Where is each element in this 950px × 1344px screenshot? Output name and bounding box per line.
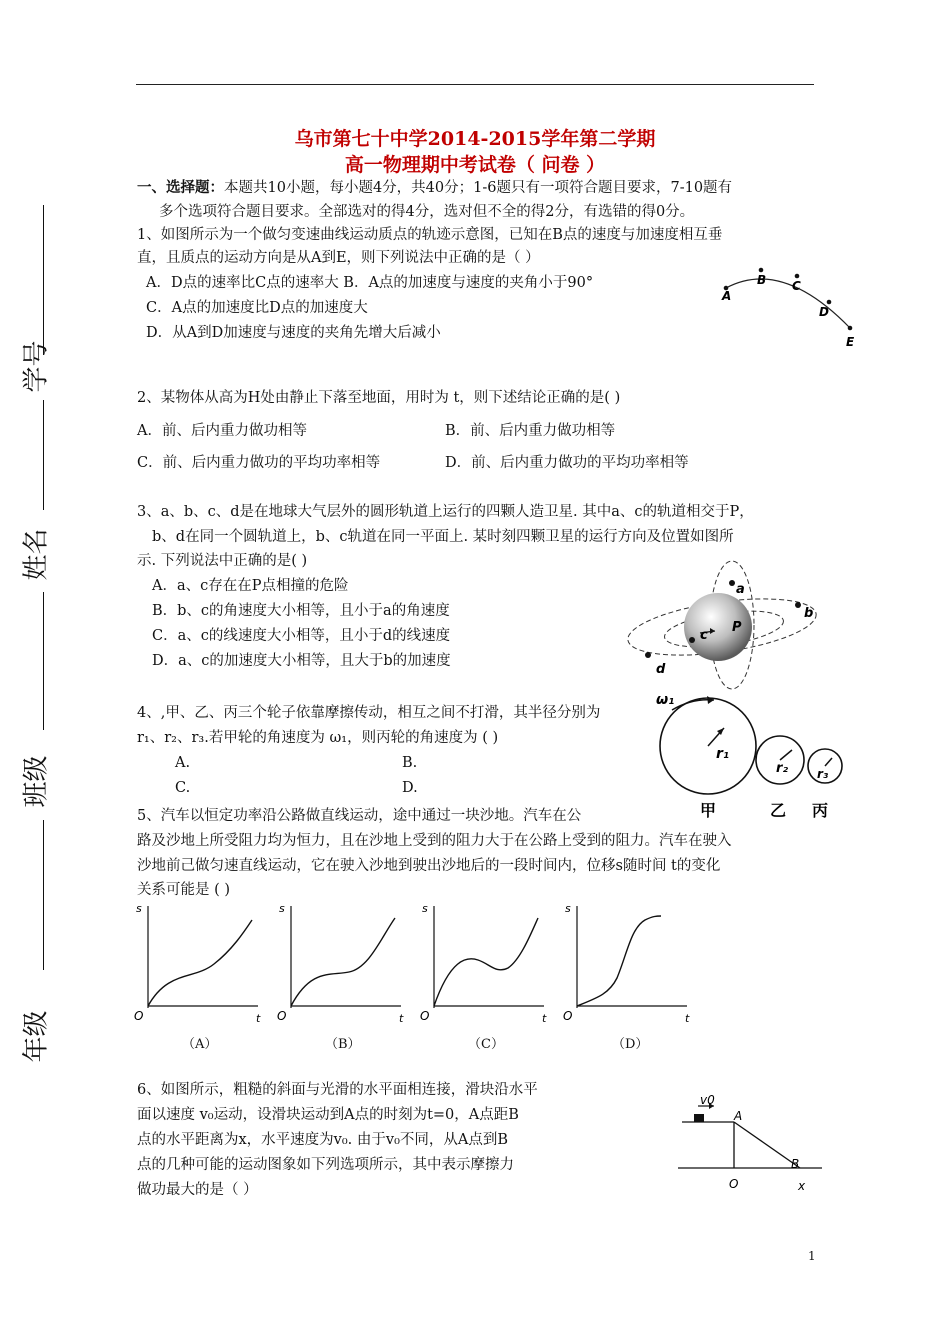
svg-text:O: O [277, 1009, 287, 1023]
q5-st-graphs [128, 898, 708, 1026]
q2-option-a: A．前、后内重力做功相等 [137, 423, 307, 439]
sidebar-line-4 [43, 820, 44, 970]
header-rule [136, 84, 814, 85]
q3-stem-line3: 示. 下列说法中正确的是( ) [137, 553, 308, 569]
q6-stem-line5: 做功最大的是（ ） [137, 1182, 258, 1198]
svg-text:B: B [791, 1157, 800, 1171]
svg-text:v0: v0 [700, 1093, 715, 1107]
sidebar-name: 姓名 [21, 528, 52, 581]
svg-text:ω₁: ω₁ [656, 692, 675, 708]
q5-stem-line2: 路及沙地上所受阻力均为恒力，且在沙地上受到的阻力大于在公路上受到的阻力。汽车在驶入 [137, 833, 732, 849]
svg-text:甲: 甲 [700, 801, 717, 820]
svg-text:c: c [700, 628, 708, 643]
page-number: 1 [808, 1249, 816, 1263]
graph-caption-d: （D） [612, 1037, 649, 1052]
svg-text:丙: 丙 [812, 801, 829, 820]
svg-text:P: P [732, 620, 742, 635]
q6-slope-figure [672, 1088, 832, 1198]
q4-stem-line2: r₁、r₂、r₃.若甲轮的角速度为 ω₁，则丙轮的角速度为 ( ) [137, 730, 499, 746]
q4-wheels-figure [652, 688, 847, 828]
graph-d [563, 902, 690, 1025]
svg-text:s: s [136, 902, 142, 915]
svg-text:t: t [399, 1012, 404, 1025]
svg-text:a: a [736, 582, 745, 597]
svg-text:s: s [279, 902, 285, 915]
svg-text:d: d [656, 662, 666, 677]
q3-option-c: C．a、c的线速度大小相等，且小于d的线速度 [152, 628, 451, 644]
svg-text:t: t [256, 1012, 261, 1025]
q5-stem-line1: 5、汽车以恒定功率沿公路做直线运动，途中通过一块沙地。汽车在公 [137, 808, 582, 824]
svg-text:b: b [804, 606, 814, 621]
svg-text:r₃: r₃ [817, 767, 829, 781]
section-intro-line2: 多个选项符合题目要求。全部选对的得4分，选对但不全的得2分，有选错的得0分。 [159, 204, 695, 220]
svg-text:r₁: r₁ [716, 746, 730, 762]
q6-stem-line2: 面以速度 v₀运动，设滑块运动到A点的时刻为t=0，A点距B [137, 1107, 519, 1123]
q1-stem-line2: 直，且质点的运动方向是从A到E，则下列说法中正确的是（ ） [137, 250, 540, 266]
q1-stem-line1: 1、如图所示为一个做匀变速曲线运动质点的轨迹示意图，已知在B点的速度与加速度相互垂 [137, 227, 723, 243]
svg-text:B: B [757, 273, 767, 287]
sidebar-grade: 年级 [21, 1010, 52, 1063]
svg-text:O: O [729, 1177, 739, 1191]
graph-b [277, 902, 404, 1025]
svg-text:E: E [846, 335, 855, 349]
sidebar-line-2 [43, 400, 44, 510]
q4-option-c: C. [175, 780, 191, 796]
q4-option-a: A. [175, 755, 191, 771]
q3-option-d: D．a、c的加速度大小相等，且大于b的加速度 [152, 653, 451, 669]
q4-stem-line1: 4、,甲、乙、丙三个轮子依靠摩擦传动，相互之间不打滑，其半径分别为 [137, 705, 601, 721]
q2-option-c: C．前、后内重力做功的平均功率相等 [137, 455, 381, 471]
q2-option-b: B．前、后内重力做功相等 [445, 423, 616, 439]
q3-satellite-figure [620, 555, 825, 695]
q3-stem-line2: b、d在同一个圆轨道上，b、c轨道在同一平面上. 某时刻四颗卫星的运行方向及位置如图所 [152, 529, 734, 545]
q4-option-b: B. [402, 755, 418, 771]
svg-text:s: s [565, 902, 571, 915]
section-heading: 一、选择题： [137, 179, 224, 196]
svg-text:A: A [722, 289, 732, 303]
sidebar-line-3 [43, 592, 44, 730]
svg-text:D: D [819, 305, 829, 319]
q5-stem-line4: 关系可能是 ( ) [137, 882, 231, 898]
svg-text:t: t [542, 1012, 547, 1025]
q1-option-c: C．A点的加速度比D点的加速度大 [146, 300, 368, 316]
sidebar-class: 班级 [21, 755, 52, 808]
q2-option-d: D．前、后内重力做功的平均功率相等 [445, 455, 689, 471]
svg-text:r₂: r₂ [776, 761, 789, 776]
q1-option-ab: A．D点的速率比C点的速率大 B．A点的加速度与速度的夹角小于90° [146, 275, 594, 291]
graph-c [420, 902, 547, 1025]
graph-caption-a: （A） [182, 1037, 218, 1052]
q3-option-a: A．a、c存在在P点相撞的危险 [152, 578, 349, 594]
q1-option-d: D．从A到D加速度与速度的夹角先增大后减小 [146, 325, 441, 341]
exam-title-line2: 高一物理期中考试卷（ 问卷 ） [344, 154, 606, 176]
q2-stem: 2、某物体从高为H处由静止下落至地面，用时为 t，则下述结论正确的是( ) [137, 390, 621, 406]
q6-stem-line4: 点的几种可能的运动图象如下列选项所示，其中表示摩擦力 [137, 1157, 514, 1173]
svg-text:O: O [563, 1009, 573, 1023]
q3-stem-line1: 3、a、b、c、d是在地球大气层外的圆形轨道上运行的四颗人造卫星. 其中a、c的轨道相交于P， [137, 504, 754, 520]
q1-trajectory-figure [712, 262, 862, 352]
svg-text:O: O [134, 1009, 144, 1023]
svg-text:x: x [798, 1179, 806, 1193]
q5-stem-line3: 沙地前己做匀速直线运动，它在驶入沙地到驶出沙地后的一段时间内，位移s随时间 t的变化 [137, 858, 721, 874]
exam-title-line1: 乌市第七十中学2014-2015学年第二学期 [294, 128, 656, 150]
graph-caption-b: （B） [325, 1037, 361, 1052]
graph-caption-c: （C） [468, 1037, 504, 1052]
q4-option-d: D. [402, 780, 418, 796]
svg-text:t: t [685, 1012, 690, 1025]
q3-option-b: B．b、c的角速度大小相等，且小于a的角速度 [152, 603, 450, 619]
svg-text:O: O [420, 1009, 430, 1023]
q6-stem-line1: 6、如图所示，粗糙的斜面与光滑的水平面相连接，滑块沿水平 [137, 1082, 538, 1098]
svg-text:s: s [422, 902, 428, 915]
svg-text:乙: 乙 [770, 801, 787, 820]
q6-stem-line3: 点的水平距离为x，水平速度为v₀. 由于v₀不同，从A点到B [137, 1132, 509, 1148]
svg-text:C: C [792, 279, 801, 293]
graph-a [134, 902, 261, 1025]
svg-text:A: A [734, 1109, 743, 1123]
section-intro-line1: 一、选择题：本题共10小题，每小题4分，共40分；1-6题只有一项符合题目要求，7-10题有 [137, 179, 733, 196]
sidebar-student-id: 学号 [21, 340, 52, 393]
sidebar-line-1 [43, 205, 44, 355]
